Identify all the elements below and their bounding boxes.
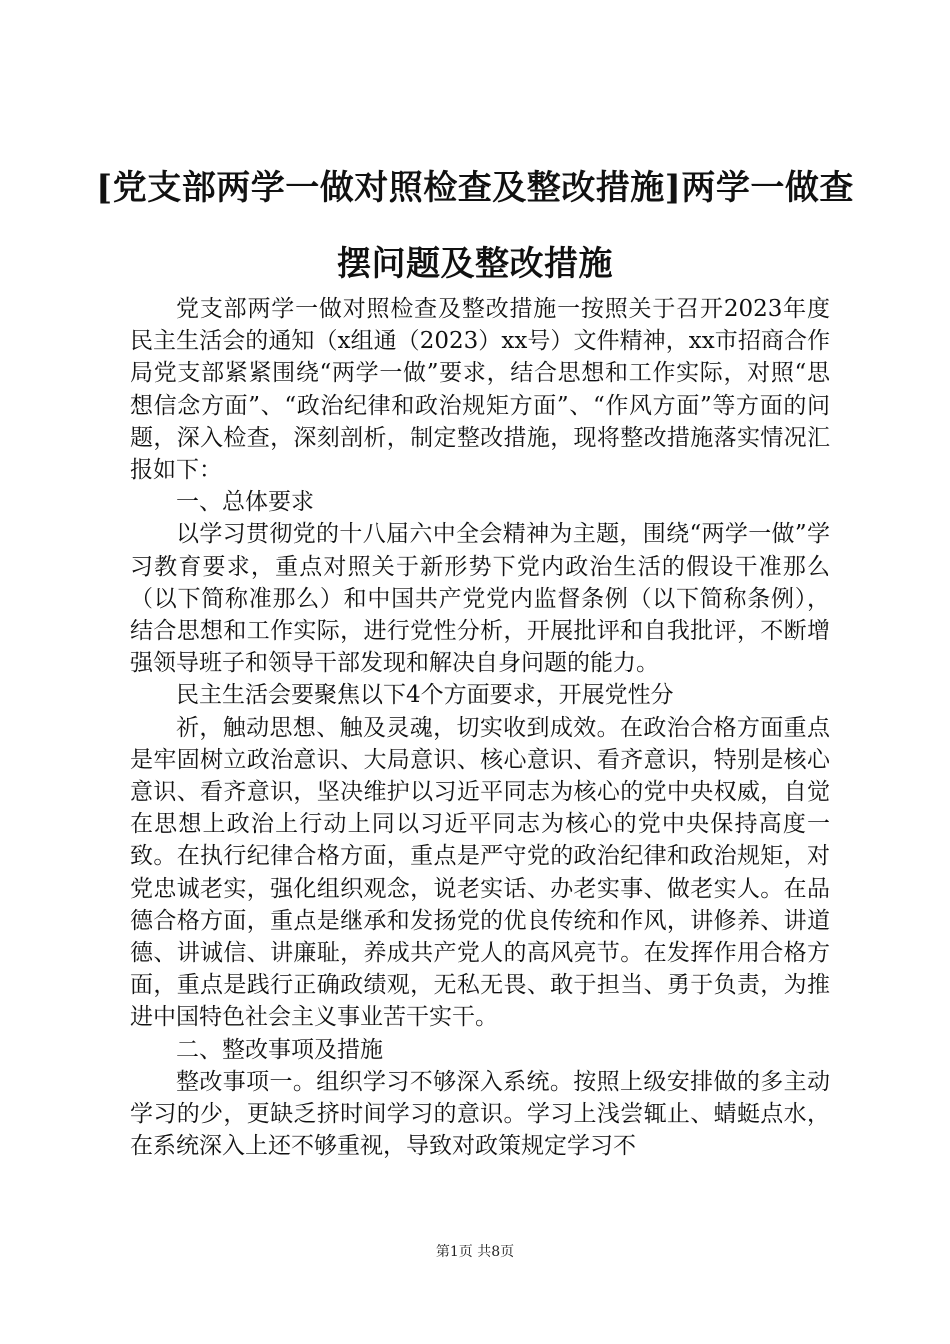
paragraph-rectification-1: 整改事项一。组织学习不够深入系统。按照上级安排做的多主动学习的少，更缺乏挤时间学习的意识。学习上浅尝辄止、蜻蜓点水，在系统深入上还不够重视，导致对政策规定学习不 [130, 1068, 830, 1160]
section-heading-2: 二、整改事项及措施 [176, 1036, 383, 1063]
page-number: 第1页 共8页 [435, 1244, 515, 1260]
paragraph-requirements: 以学习贯彻党的十八届六中全会精神为主题，围绕“两学一做”学习教育要求，重点对照关于新形势下党内政治生活的假设干准那么（以下简称准那么）和中国共产党党内监督条例（以下简称条例），结合思想和工作实际，进行党性分析，开展批评和自我批评，不断增强领导班子和领导干部发现和解决自身问题的能力。 [130, 521, 830, 677]
section-heading-1: 一、总体要求 [176, 489, 314, 516]
document-body [130, 293, 830, 1162]
paragraph-focus: 民主生活会要聚焦以下4个方面要求，开展党性分 [176, 682, 674, 709]
paragraph-analysis: 祈，触动思想、触及灵魂，切实收到成效。在政治合格方面重点是牢固树立政治意识、大局意识、核心意识、看齐意识，特别是核心意识、看齐意识，坚决维护以习近平同志为核心的党中央权威，自觉在思想上政治上行动上同以习近平同志为核心的党中央保持高度一致。在执行纪律合格方面，重点是严守党的政治纪律和政治规矩，对党忠诚老实，强化组织观念，说老实话、办老实事、做老实人。在品德合格方面，重点是继承和发扬党的优良传统和作风，讲修养、讲道德、讲诚信、讲廉耻，养成共产党人的高风亮节。在发挥作用合格方面，重点是践行正确政绩观，无私无畏、敢于担当、勇于负责，为推进中国特色社会主义事业苦干实干。 [130, 714, 830, 1031]
document-title: [党支部两学一做对照检查及整改措施]两学一做查摆问题及整改措施 [96, 168, 854, 284]
paragraph-intro: 党支部两学一做对照检查及整改措施一按照关于召开2023年度民主生活会的通知（x组通（2023）xx号）文件精神，xx市招商合作局党支部紧紧围绕“两学一做”要求，结合思想和工作实际，对照“思想信念方面”、“政治纪律和政治规矩方面”、“作风方面”等方面的问题，深入检查，深刻剖析，制定整改措施，现将整改措施落实情况汇报如下： [130, 296, 830, 484]
